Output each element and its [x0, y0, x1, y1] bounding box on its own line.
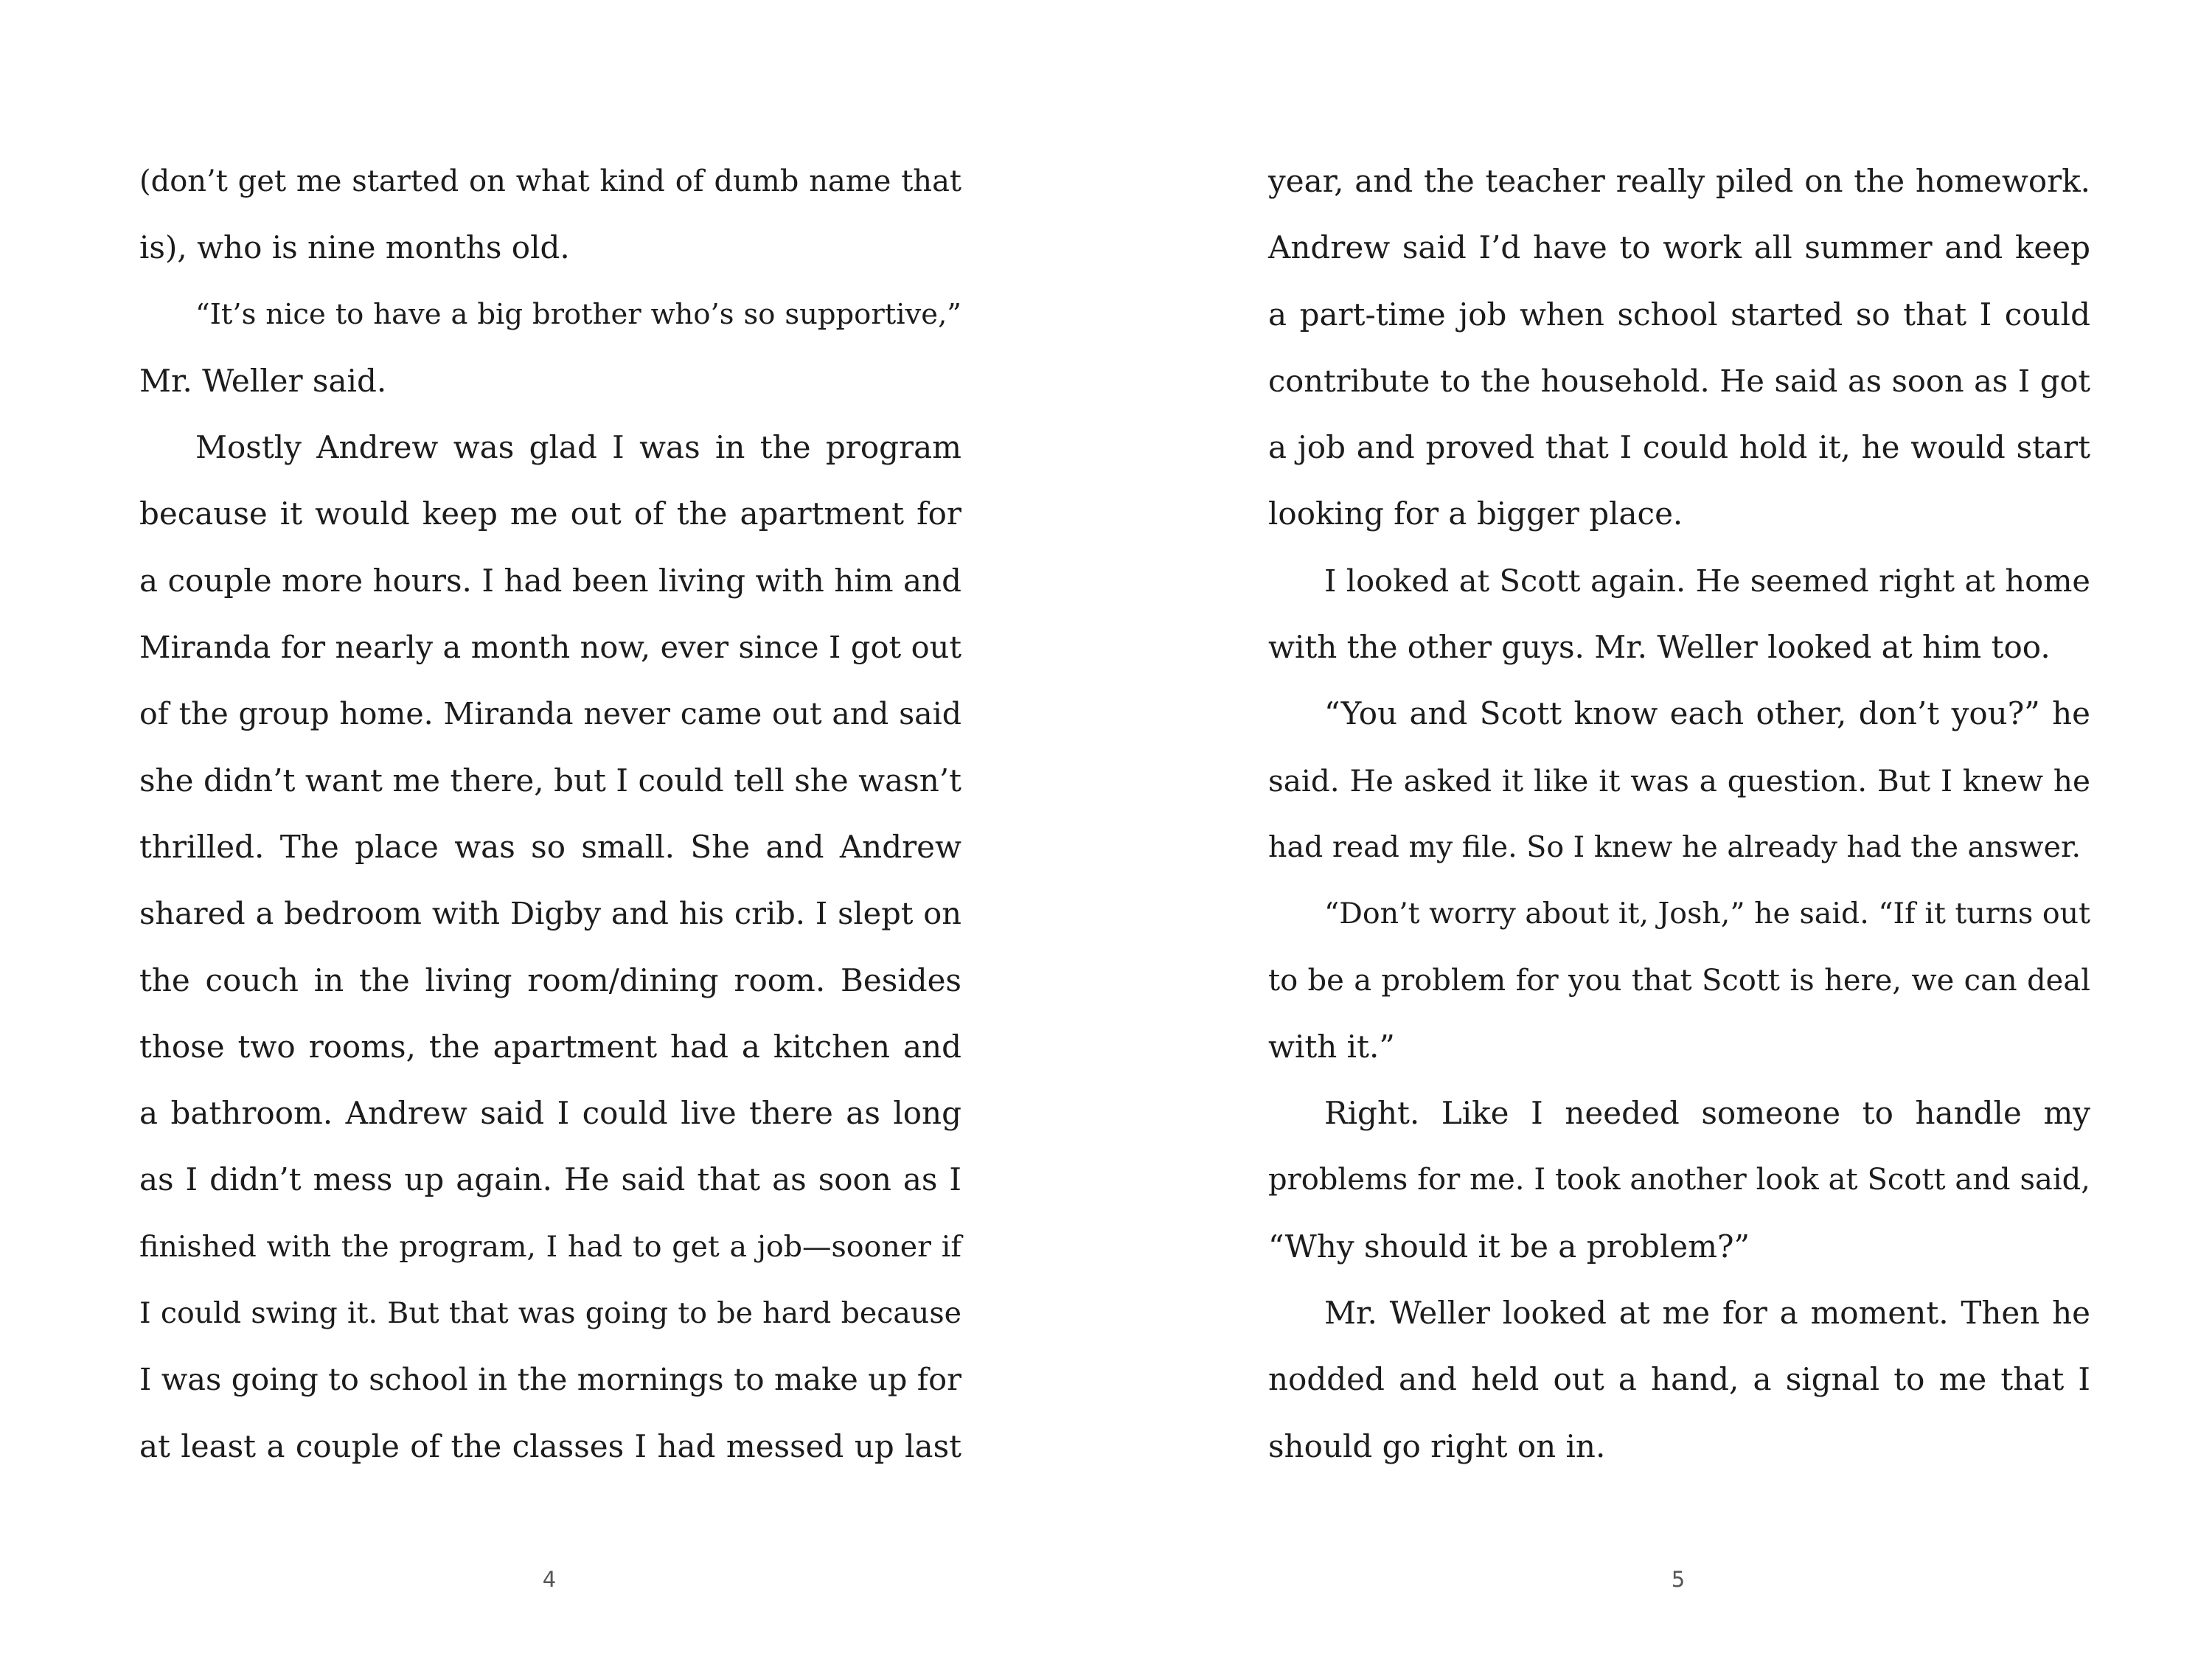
text-line: Mr. Weller said.: [139, 362, 387, 399]
text-line: a couple more hours. I had been living with him and: [139, 562, 961, 599]
text-line: a bathroom. Andrew said I could live there as long: [139, 1095, 961, 1132]
text-line: to be a problem for you that Scott is here, we can deal: [1268, 963, 2090, 998]
text-line: a job and proved that I could hold it, he would start: [1268, 429, 2090, 466]
text-line: had read my file. So I knew he already had the answer.: [1268, 830, 2081, 864]
text-line: I was going to school in the mornings to make up for: [139, 1361, 961, 1398]
text-line: a part-time job when school started so that I could: [1268, 296, 2090, 333]
text-line: nodded and held out a hand, a signal to me that I: [1268, 1361, 2090, 1398]
text-line: said. He asked it like it was a question. But I knew he: [1268, 762, 2090, 799]
text-line: she didn’t want me there, but I could tell she wasn’t: [139, 762, 961, 799]
text-line: is), who is nine months old.: [139, 229, 570, 266]
text-line: Andrew said I’d have to work all summer and keep: [1268, 229, 2090, 266]
right-page: [1106, 0, 2212, 1659]
text-line: thrilled. The place was so small. She and Andrew: [139, 828, 961, 865]
text-line: with the other guys. Mr. Weller looked at him too.: [1268, 629, 2051, 666]
text-line: “You and Scott know each other, don’t you?” he: [1324, 695, 2090, 732]
text-line: “Don’t worry about it, Josh,” he said. “If it turns out: [1324, 897, 2090, 931]
text-line: I could swing it. But that was going to be hard because: [139, 1296, 961, 1331]
page-number-left: 4: [542, 1567, 557, 1592]
text-line: Mr. Weller looked at me for a moment. Then he: [1324, 1295, 2090, 1332]
text-line: those two rooms, the apartment had a kitchen and: [139, 1028, 961, 1065]
text-line: of the group home. Miranda never came out and said: [139, 696, 961, 732]
text-line: Miranda for nearly a month now, ever since I got out: [139, 629, 961, 666]
text-line: at least a couple of the classes I had messed up last: [139, 1427, 961, 1464]
text-line: (don’t get me started on what kind of dumb name that: [139, 164, 961, 198]
text-line: looking for a bigger place.: [1268, 495, 1683, 532]
text-line: I looked at Scott again. He seemed right at home: [1324, 562, 2090, 599]
text-line: finished with the program, I had to get a job—sooner if: [139, 1229, 961, 1264]
text-line: because it would keep me out of the apartment for: [139, 495, 961, 532]
text-line: “Why should it be a problem?”: [1268, 1228, 1750, 1265]
text-line: with it.”: [1268, 1028, 1395, 1065]
text-line: Right. Like I needed someone to handle my: [1324, 1095, 2090, 1132]
text-line: should go right on in.: [1268, 1427, 1606, 1464]
page-number-right: 5: [1671, 1567, 1686, 1592]
text-line: “It’s nice to have a big brother who’s so supportive,”: [195, 297, 961, 331]
text-line: shared a bedroom with Digby and his crib. I slept on: [139, 895, 961, 932]
text-line: year, and the teacher really piled on the homework.: [1268, 163, 2090, 199]
text-line: contribute to the household. He said as soon as I got: [1268, 362, 2090, 399]
text-line: as I didn’t mess up again. He said that as soon as I: [139, 1161, 961, 1198]
text-line: problems for me. I took another look at Scott and said,: [1268, 1163, 2090, 1197]
left-page-text: [139, 159, 961, 1490]
text-line: the couch in the living room/dining room. Besides: [139, 961, 961, 998]
right-page-text: [1268, 159, 2090, 1490]
text-line: Mostly Andrew was glad I was in the program: [195, 429, 961, 466]
